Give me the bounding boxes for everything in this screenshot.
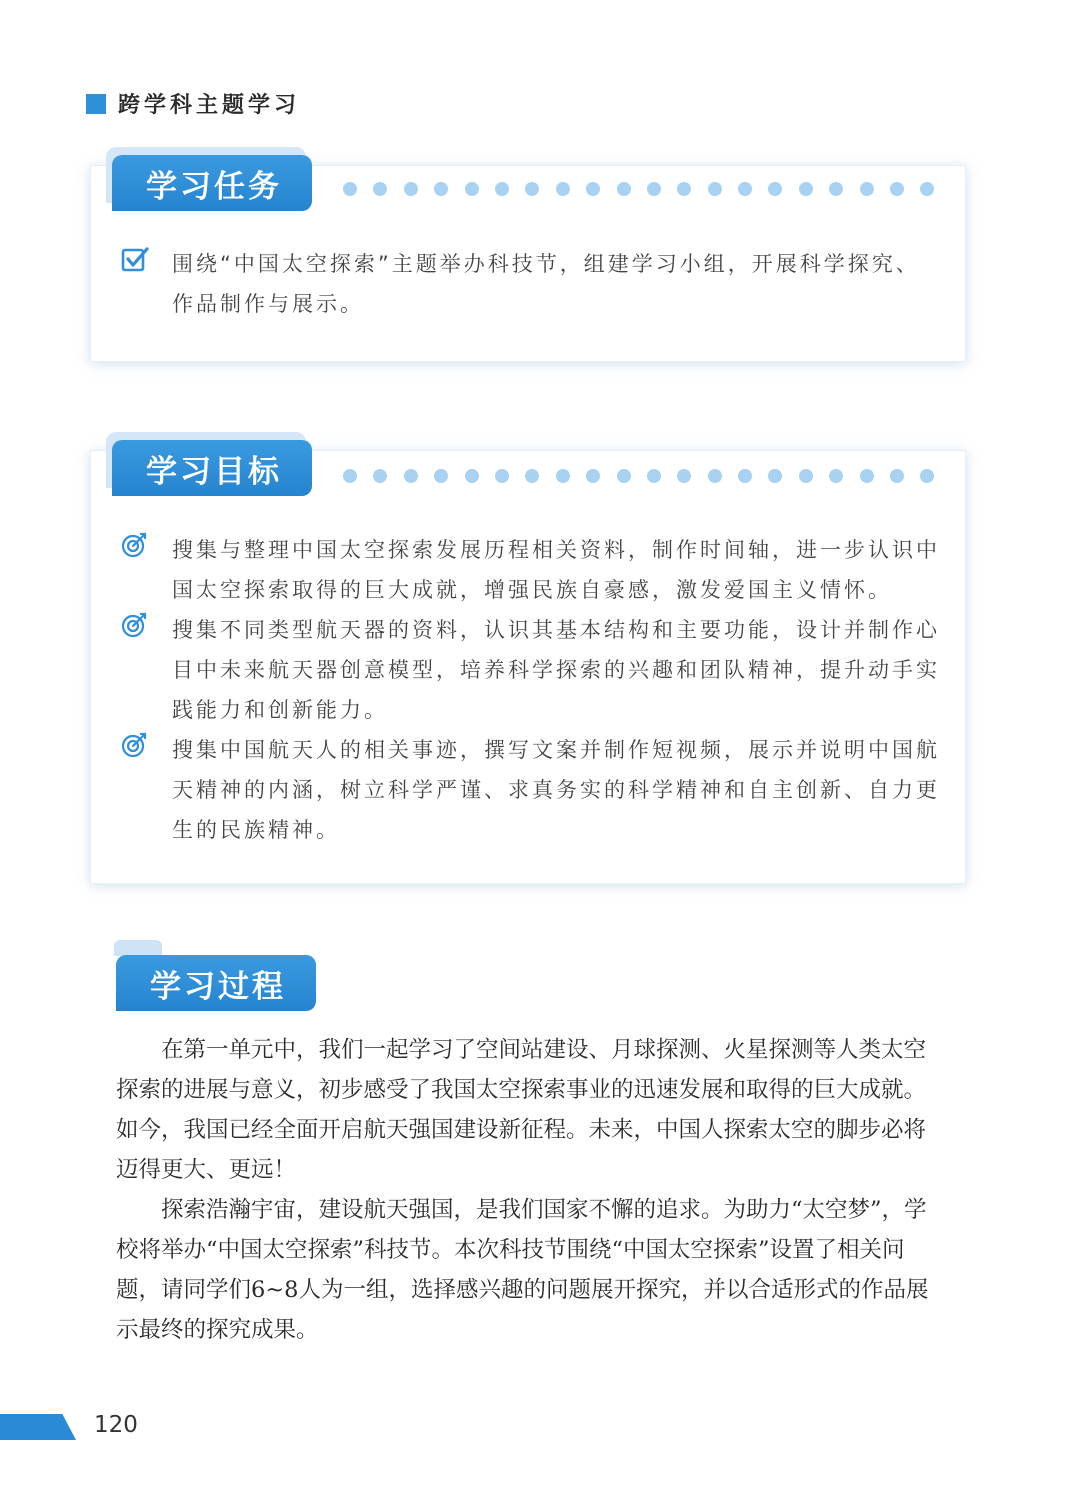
process-paragraph: 在第一单元中，我们一起学习了空间站建设、月球探测、火星探测等人类太空探索的进展与意义，初步感受了我国太空探索事业的迅速发展和取得的巨大成就。如今，我国已经全面开启航天强国建设新征程。未来，中国人探索太空的脚步必将迈得更大、更远！ [116, 1037, 927, 1183]
footer-bar [0, 1414, 76, 1440]
goal-item [120, 730, 940, 850]
section-header [86, 88, 300, 119]
checkbox-icon [120, 244, 150, 274]
goal-item [120, 530, 940, 610]
target-icon [120, 730, 150, 760]
goal-text: 搜集与整理中国太空探索发展历程相关资料，制作时间轴，进一步认识中国太空探索取得的巨大成就，增强民族自豪感，激发爱国主义情怀。 [172, 538, 940, 602]
target-icon [120, 530, 150, 560]
task-dot-row [343, 182, 934, 196]
header-title: 跨学科主题学习 [118, 93, 301, 118]
goals-dot-row [343, 469, 934, 483]
page-number: 120 [94, 1412, 138, 1438]
goals-heading: 学习目标 [112, 440, 312, 496]
goal-text: 搜集中国航天人的相关事迹，撰写文案并制作短视频，展示并说明中国航天精神的内涵，树立科学严谨、求真务实的科学精神和自主创新、自力更生的民族精神。 [172, 738, 940, 842]
goal-text: 搜集不同类型航天器的资料，认识其基本结构和主要功能，设计并制作心目中未来航天器创意模型，培养科学探索的兴趣和团队精神，提升动手实践能力和创新能力。 [172, 618, 940, 722]
task-text: 围绕“中国太空探索”主题举办科技节，组建学习小组，开展科学探究、作品制作与展示。 [172, 252, 920, 316]
goal-item [120, 610, 940, 730]
process-heading: 学习过程 [116, 955, 316, 1011]
target-icon [120, 610, 150, 640]
task-item [120, 244, 940, 324]
process-tab-decoration [114, 940, 162, 956]
header-square-marker [86, 94, 106, 114]
task-heading: 学习任务 [112, 155, 312, 211]
process-paragraph: 探索浩瀚宇宙，建设航天强国，是我们国家不懈的追求。为助力“太空梦”，学校将举办“中国太空探索”科技节。本次科技节围绕“中国太空探索”设置了相关问题，请同学们6~8人为一组，选择感兴趣的问题展开探究，并以合适形式的作品展示最终的探究成果。 [116, 1197, 929, 1343]
